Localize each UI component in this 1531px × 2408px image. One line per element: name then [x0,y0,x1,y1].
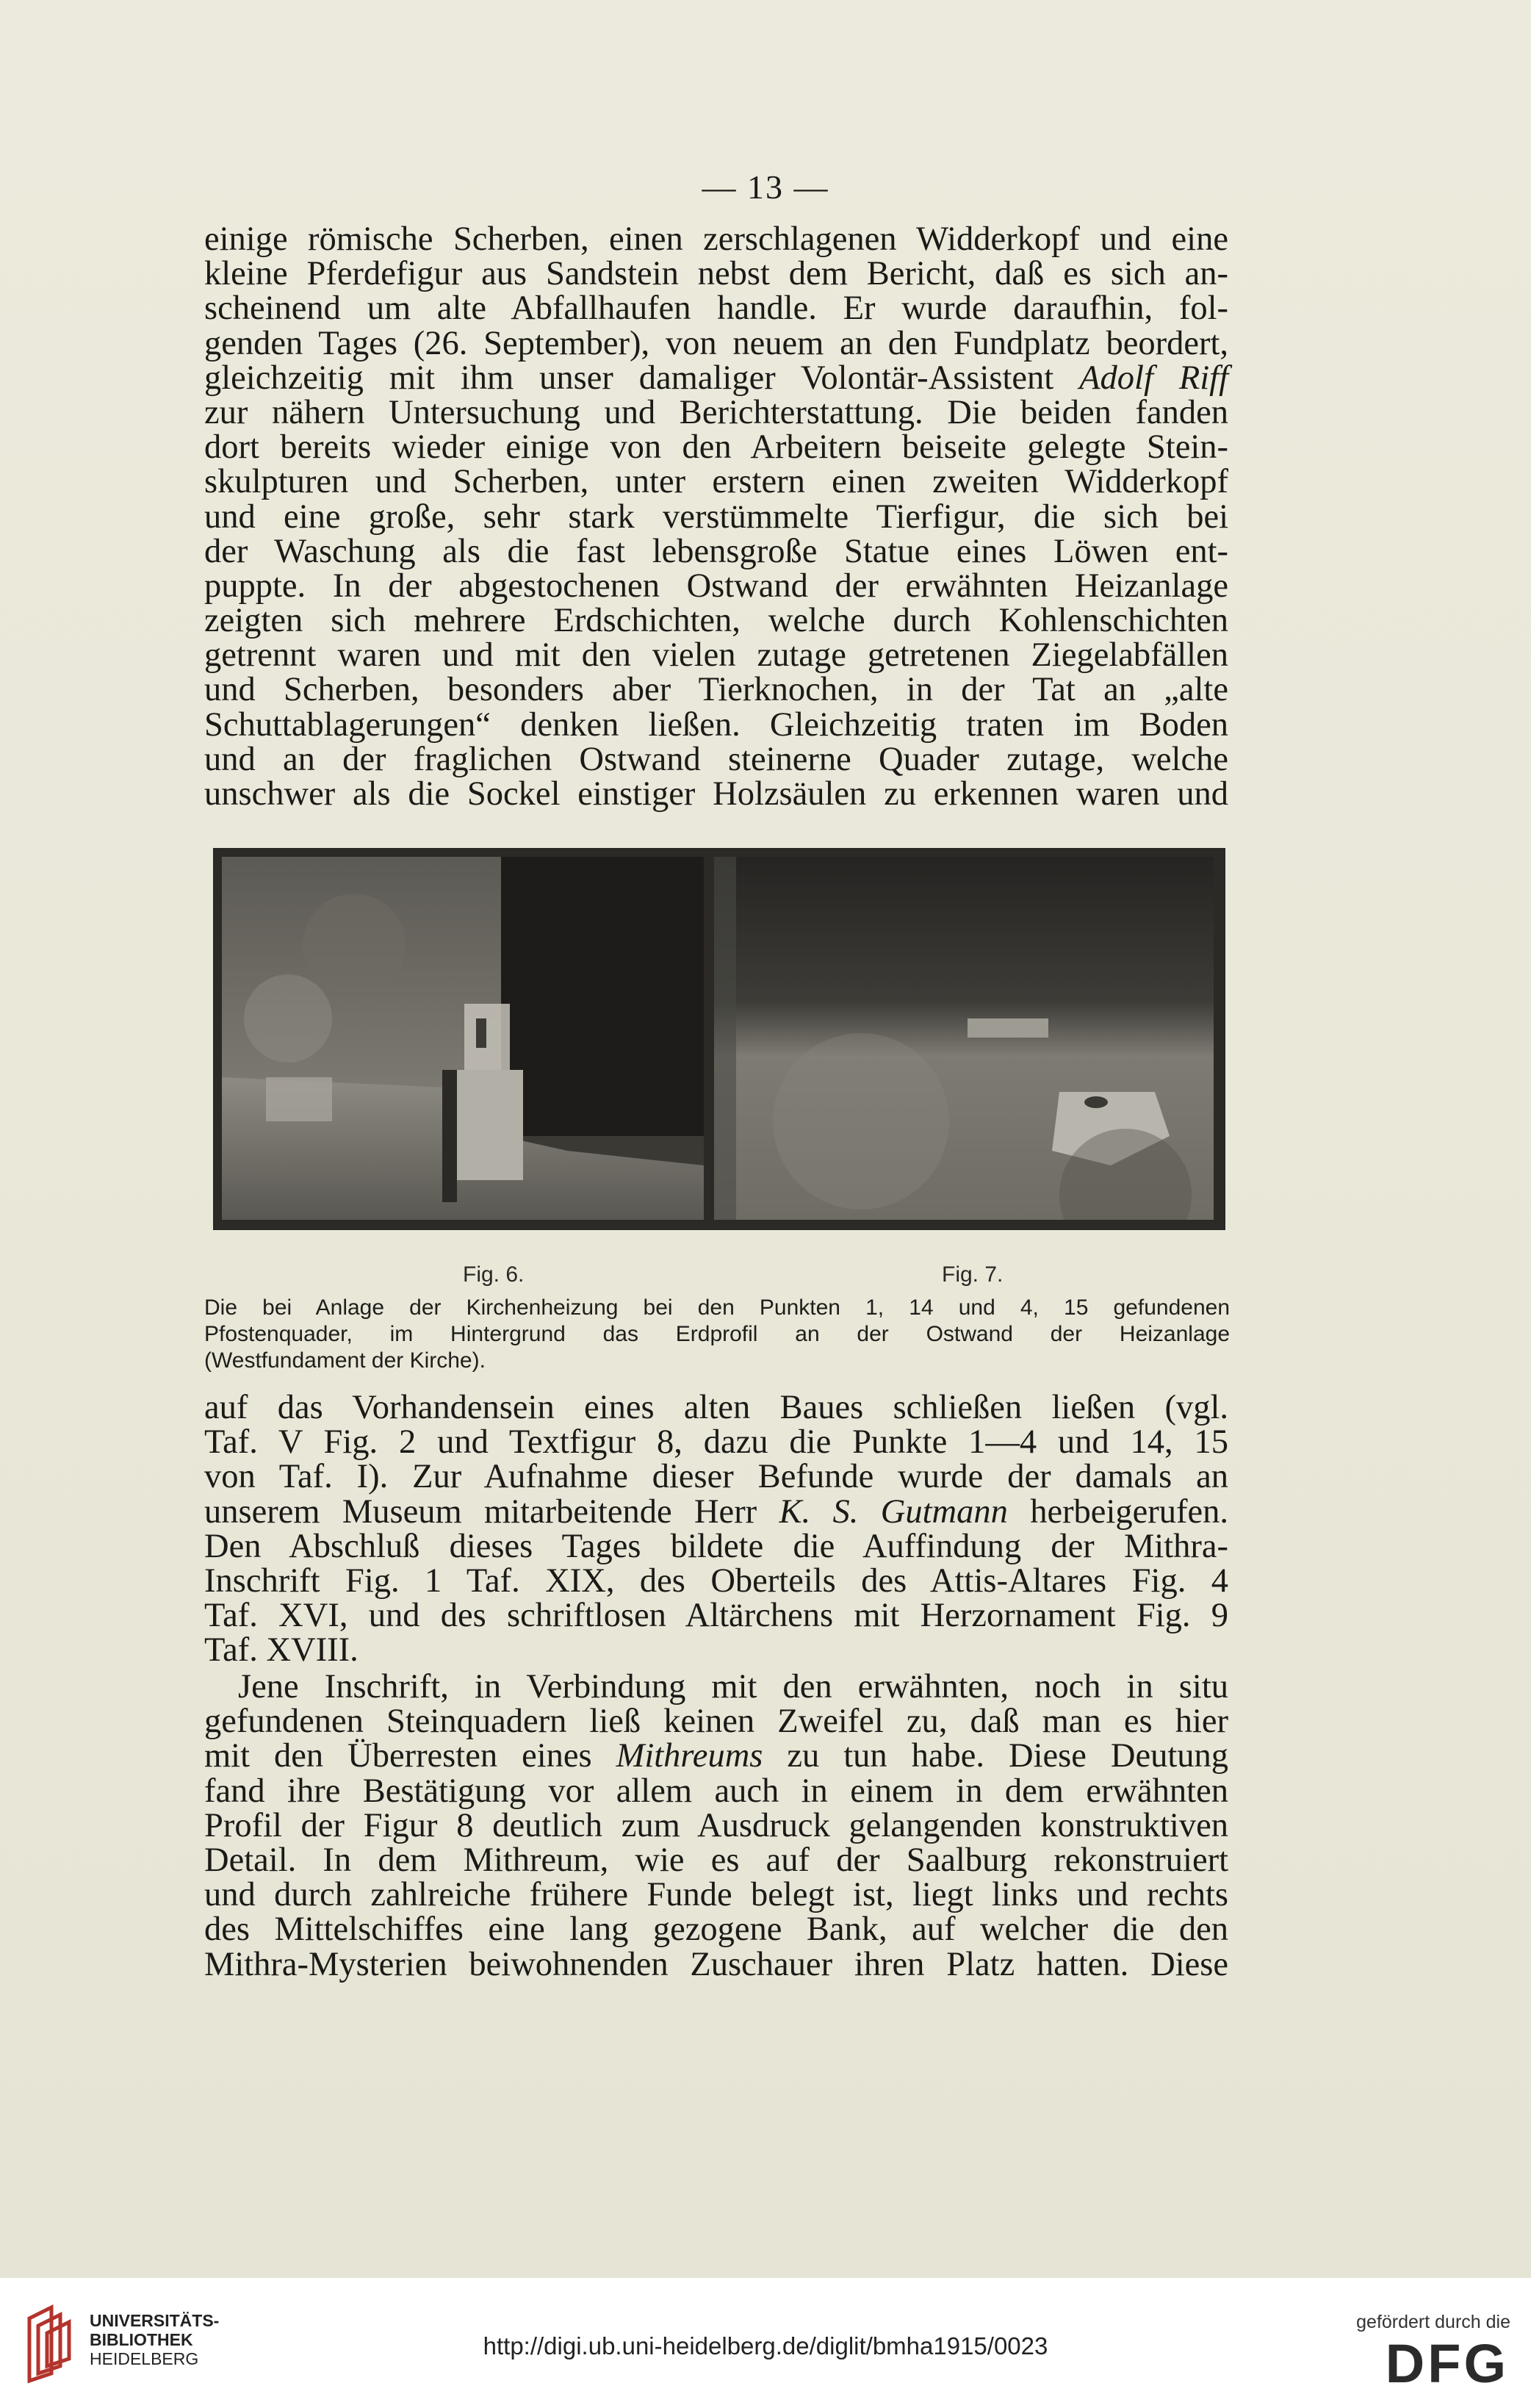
person-name-gutmann: K. S. Gutmann [779,1492,1008,1531]
figure-photographs [213,848,1225,1230]
text-line: von Taf. I). Zur Aufnahme dieser Befunde wurde der damals an [204,1458,1228,1496]
caption-line: (Westfundament der Kirche). [204,1348,486,1373]
caption-line: Pfostenquader, im Hintergrund das Erdprofil an der Ostwand der Heizanlage [204,1322,1230,1346]
text-line: Detail. In dem Mithreum, wie es auf der Saalburg rekonstruiert [204,1841,1228,1879]
text-line: genden Tages (26. September), von neuem an den Fundplatz beordert, [204,324,1228,362]
text-line: dort bereits wieder einige von den Arbeitern beiseite gelegte Stein- [204,428,1228,467]
text-line: gefundenen Steinquadern ließ keinen Zweifel zu, daß man es hier [204,1703,1228,1741]
body-text-bottom [204,1670,1228,1982]
text-line [204,361,1228,395]
text-line-part: herbeigerufen. [1030,1492,1228,1531]
text-line: zur nähern Untersuchung und Berichterstattung. Die beiden fanden [204,393,1228,431]
text-line-part: gleichzeitig mit ihm unser damaliger Volontär-Assistent [204,359,1080,397]
text-line-part: unserem Museum mitarbeitende Herr [204,1492,779,1531]
library-name-line1: UNIVERSITÄTS- [90,2311,220,2330]
text-line: scheinend um alte Abfallhaufen handle. Er wurde daraufhin, fol- [204,290,1228,328]
library-name-line3: HEIDELBERG [90,2349,199,2368]
text-line: Jene Inschrift, in Verbindung mit den erwähnten, noch in situ [238,1668,1228,1706]
text-line: und Scherben, besonders aber Tierknochen, in der Tat an „alte [204,671,1228,709]
fig-7-image [714,857,1214,1220]
fig-6-label: Fig. 6. [463,1262,525,1287]
dfg-logo [1355,2337,1510,2388]
text-line: skulpturen und Scherben, unter erstern einen zweiten Widderkopf [204,463,1228,501]
body-text-top [204,222,1228,811]
text-line: zeigten sich mehrere Erdschichten, welche durch Kohlenschichten [204,602,1228,640]
text-line: Taf. XVI, und des schriftlosen Altärchens mit Herzornament Fig. 9 [204,1597,1228,1635]
body-text-middle [204,1390,1228,1668]
text-line: kleine Pferdefigur aus Sandstein nebst dem Bericht, daß es sich an- [204,255,1228,293]
text-line: und eine große, sehr stark verstümmelte Tierfigur, die sich bei [204,497,1228,536]
text-line: Profil der Figur 8 deutlich zum Ausdruck gelangenden konstruktiven [204,1806,1228,1844]
library-name-line2: BIBLIOTHEK [90,2330,193,2349]
funding-note: gefördert durch die [1356,2312,1510,2332]
text-line: puppte. In der abgestochenen Ostwand der erwähnten Heizanlage [204,567,1228,605]
permalink-url[interactable]: http://digi.ub.uni-heidelberg.de/diglit/bmha1915/0023 [483,2332,1048,2360]
fig-6-image [222,857,704,1220]
text-line [204,1739,1228,1773]
text-line: und an der fraglichen Ostwand steinerne Quader zutage, welche [204,740,1228,778]
text-line: und durch zahlreiche frühere Funde belegt ist, liegt links und rechts [204,1876,1228,1914]
text-line: unschwer als die Sockel einstiger Holzsäulen zu erkennen waren und [204,775,1228,813]
text-line: Taf. XVIII. [204,1631,359,1670]
text-line: Schuttablagerungen“ denken ließen. Gleichzeitig traten im Boden [204,705,1228,744]
caption-line: Die bei Anlage der Kirchenheizung bei den Punkten 1, 14 und 4, 15 gefundenen [204,1295,1230,1320]
text-line: Mithra-Mysterien beiwohnenden Zuschauer ihren Platz hatten. Diese [204,1945,1228,1983]
text-line: getrennt waren und mit den vielen zutage getretenen Ziegelabfällen [204,636,1228,675]
fig-6-photo [222,857,704,1220]
figure-caption [204,1295,1230,1374]
person-name-riff: Adolf Riff [1079,359,1229,397]
term-mithreums: Mithreums [616,1737,763,1775]
page-number: — 13 — [702,168,829,206]
text-line: der Waschung als die fast lebensgroße Statue eines Löwen ent- [204,532,1228,570]
text-line: Inschrift Fig. 1 Taf. XIX, des Oberteils des Attis-Altares Fig. 4 [204,1561,1228,1600]
text-line: fand ihre Bestätigung vor allem auch in einem in dem erwähnten [204,1772,1228,1810]
text-line: des Mittelschiffes eine lang gezogene Bank, auf welcher die den [204,1911,1228,1949]
text-line: auf das Vorhandensein eines alten Baues schließen ließen (vgl. [204,1389,1228,1426]
text-line: einige römische Scherben, einen zerschlagenen Widderkopf und eine [204,220,1228,258]
text-line: Den Abschluß dieses Tages bildete die Auffindung der Mithra- [204,1527,1228,1565]
fig-7-photo [714,857,1214,1220]
text-line-part: mit den Überresten eines [204,1737,616,1775]
dfg-logo-text: DFG [1385,2337,1509,2388]
text-line [204,1492,1228,1531]
text-line: Taf. V Fig. 2 und Textfigur 8, dazu die Punkte 1—4 und 14, 15 [204,1423,1228,1462]
text-line-part: zu tun habe. Diese Deutung [787,1737,1229,1775]
fig-7-label: Fig. 7. [942,1262,1004,1287]
